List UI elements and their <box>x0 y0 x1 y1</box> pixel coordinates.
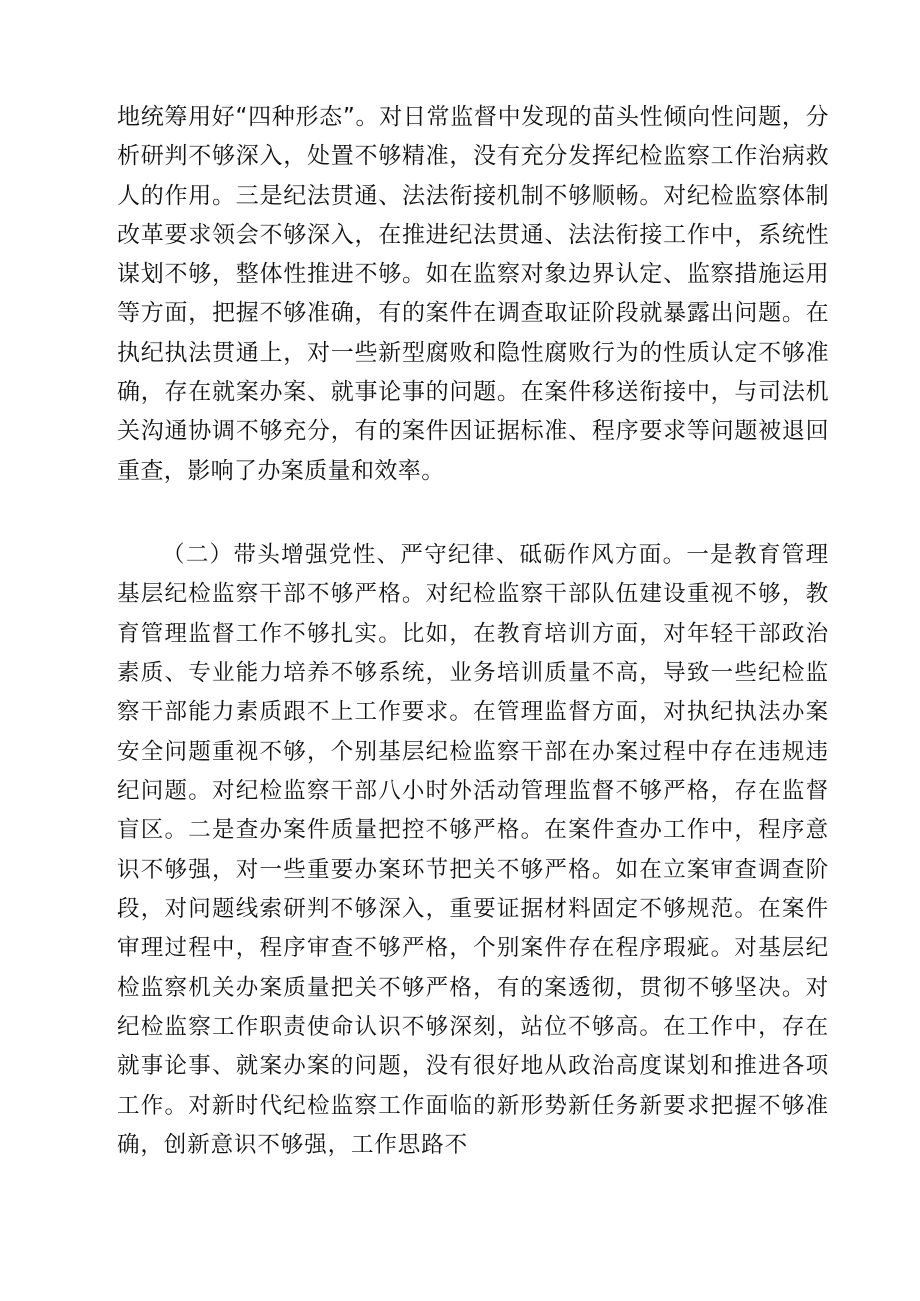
paragraph-section-two: （二）带头增强党性、严守纪律、砥砺作风方面。一是教育管理基层纪检监察干部不够严格。对纪检监察干部队伍建设重视不够，教育管理监督工作不够扎实。比如，在教育培训方面，对年轻干部政治素质、专业能力培养不够系统，业务培训质量不高，导致一些纪检监察干部能力素质跟不上工作要求。在管理监督方面，对执纪执法办案安全问题重视不够，个别基层纪检监察干部在办案过程中存在违规违纪问题。对纪检监察干部八小时外活动管理监督不够严格，存在监督盲区。二是查办案件质量把控不够严格。在案件查办工作中，程序意识不够强，对一些重要办案环节把关不够严格。如在立案审查调查阶段，对问题线索研判不够深入，重要证据材料固定不够规范。在案件审理过程中，程序审查不够严格，个别案件存在程序瑕疵。对基层纪检监察机关办案质量把关不够严格，有的案透彻，贯彻不够坚决。对纪检监察工作职责使命认识不够深刻，站位不够高。在工作中，存在就事论事、就案办案的问题，没有很好地从政治高度谋划和推进各项工作。对新时代纪检监察工作面临的新形势新任务新要求把握不够准确，创新意识不够强，工作思路不 <box>117 542 829 1159</box>
paragraph-continuation: 地统筹用好“四种形态”。对日常监督中发现的苗头性倾向性问题，分析研判不够深入，处置不够精准，没有充分发挥纪检监察工作治病救人的作用。三是纪法贯通、法法衔接机制不够顺畅。对纪检监察体制改革要求领会不够深入，在推进纪法贯通、法法衔接工作中，系统性谋划不够，整体性推进不够。如在监察对象边界认定、监察措施运用等方面，把握不够准确，有的案件在调查取证阶段就暴露出问题。在执纪执法贯通上，对一些新型腐败和隐性腐败行为的性质认定不够准确，存在就案办案、就事论事的问题。在案件移送衔接中，与司法机关沟通协调不够充分，有的案件因证据标准、程序要求等问题被退回重查，影响了办案质量和效率。 <box>117 104 829 484</box>
